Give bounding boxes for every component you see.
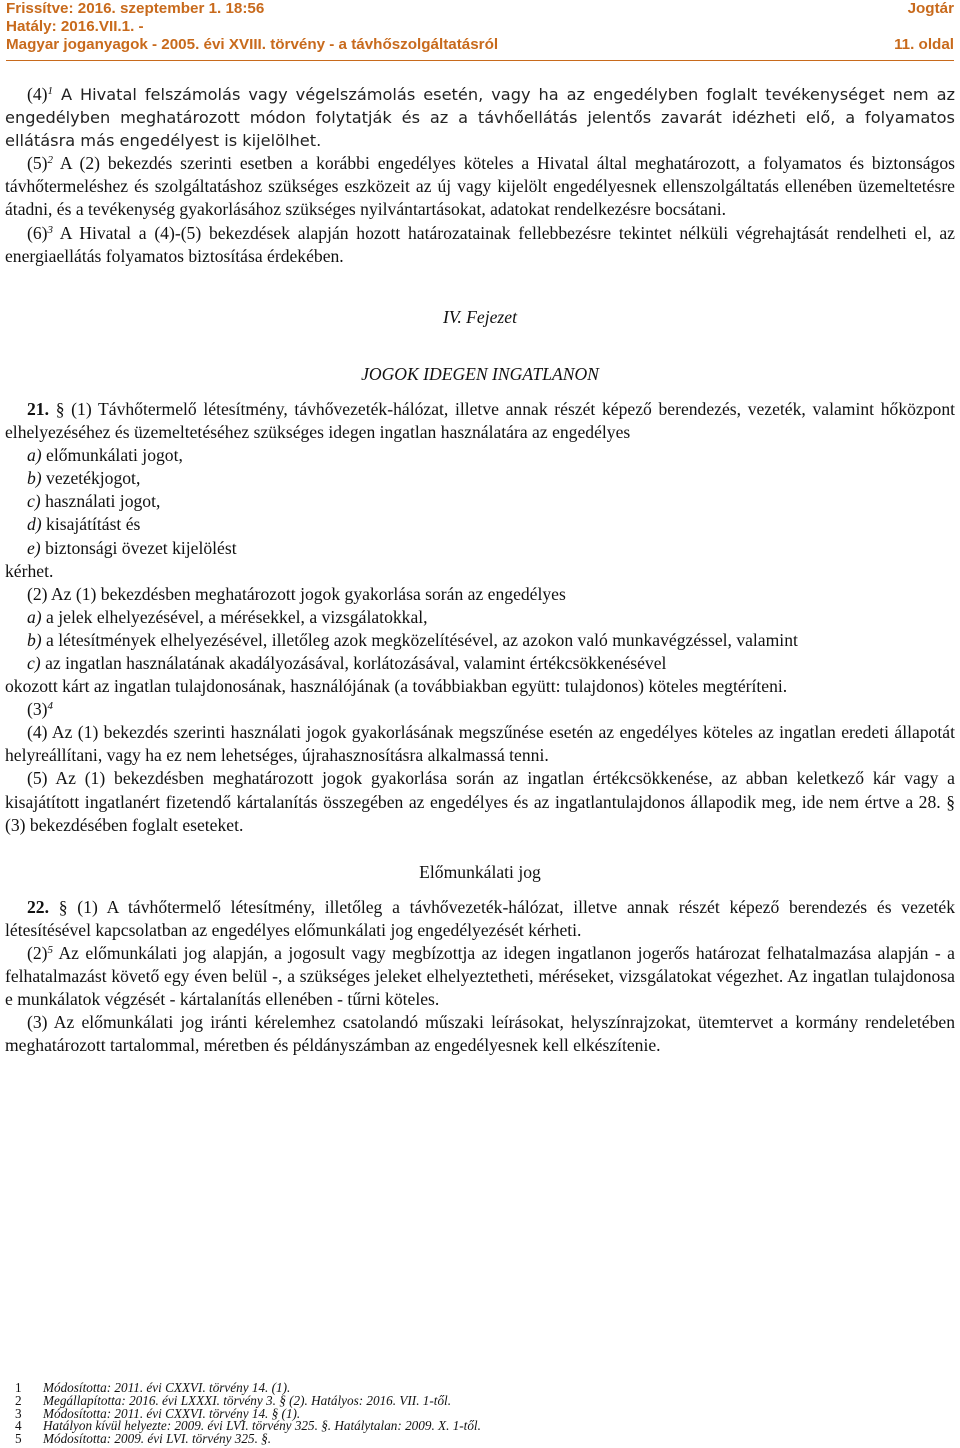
section-21-paragraph-2: (2) Az (1) bekezdésben meghatározott jogok gyakorlása során az engedélyes: [27, 583, 566, 604]
paragraph-text: A Hivatal felszámolás vagy végelszámolás esetén, vagy ha az engedélyben foglalt tevékenységet nem az engedélyben meghatározott módon folytatják és az a távhőellátás jelentős zavarát idézheti elő, a folyamatos ellátásra más engedélyest is kijelölhet.: [5, 85, 955, 151]
footnote: 2 Megállapította: 2016. évi LXXXI. törvény 3. § (2). Hatályos: 2016. VII. 1-től.: [15, 1392, 451, 1408]
list-item: a) előmunkálati jogot,: [27, 445, 183, 466]
paragraph-text: (1) Távhőtermelő létesítmény, távhővezeték-hálózat, illetve annak részét képező berendezés, vezeték, valamint hőközpont elhelyezéséhez és üzemeltetéséhez szükséges idegen ingatlan használatára az engedélyes: [5, 398, 956, 443]
header-updated: Frissítve: 2016. szeptember 1. 18:56: [6, 0, 265, 17]
footnote-ref-4[interactable]: 4: [47, 700, 54, 713]
paragraph-4: [5, 83, 955, 152]
list-item: c) az ingatlan használatának akadályozásával, korlátozásával, valamint értékcsökkenésével: [27, 652, 667, 673]
list-closing: kérhet.: [5, 560, 54, 581]
footnote-ref-2[interactable]: 2: [47, 154, 54, 167]
header-effective: Hatály: 2016.VII.1. -: [6, 18, 144, 35]
paragraph-number: (5): [27, 153, 48, 174]
footnote-ref-5[interactable]: 5: [47, 944, 54, 956]
chapter-number: IV. Fejezet: [443, 306, 517, 327]
footnote: 4 Hatályon kívül helyezte: 2009. évi LVI. törvény 325. §. Hatálytalan: 2009. X. 1-től.: [15, 1418, 481, 1434]
paragraph-number: (4): [27, 84, 48, 104]
paragraph-text: A Hivatal a (4)-(5) bekezdések alapján hozott határozatainak fellebbezésre tekintet nélküli végrehajtását rendelheti el, az energiaellátás folyamatos biztosítása érdekében.: [5, 222, 955, 266]
footnote-ref-1[interactable]: 1: [47, 85, 54, 97]
footnote: 3 Módosította: 2011. évi CXXVI. törvény 14. § (1).: [15, 1405, 301, 1421]
chapter-title: JOGOK IDEGEN INGATLANON: [361, 363, 599, 384]
section-sign: §: [55, 398, 65, 419]
document-body: [5, 83, 955, 1057]
header-law-title: Magyar joganyagok - 2005. évi XVIII. törvény - a távhőszolgáltatásról: [6, 36, 499, 53]
footnotes: [5, 1382, 955, 1446]
section-sign: §: [58, 896, 68, 917]
header-divider: [6, 60, 954, 61]
paragraph-6: [5, 222, 955, 268]
section-22-paragraph-3: (3) Az előmunkálati jog iránti kérelemhez csatolandó műszaki leírásokat, helyszínrajzokat, ütemtervet a kormány rendeletében meghatározott tartalommal, méretben és példányszámban az engedélyesnek kell elkészítenie.: [5, 1012, 955, 1056]
section-21-paragraph-1: [5, 398, 955, 444]
subtitle: Előmunkálati jog: [419, 861, 541, 882]
paragraph-text: A (2) bekezdés szerinti esetben a korábbi engedélyes köteles a Hivatal által meghatározott, a folyamatos és biztonságos távhőtermeléshez és szolgáltatáshoz szükséges eszközeit az új vagy kijelölt engedélyesnek ellenszolgáltatás ellenében üzemeltetésre átadni, és a tevékenység gyakorlásához szükséges nyilvántartásokat, adatokat rendelkezésre bocsátani.: [5, 153, 955, 220]
list-item: a) a jelek elhelyezésével, a mérésekkel, a vizsgálatokkal,: [27, 606, 428, 627]
header-brand: Jogtár: [907, 0, 954, 17]
header-page-number: 11. oldal: [894, 36, 954, 53]
paragraph-number: (6): [27, 222, 48, 243]
footnote: 5 Módosította: 2009. évi LVI. törvény 325. §.: [15, 1431, 272, 1447]
paragraph-5: [5, 152, 955, 221]
section-22-paragraph-1: [5, 896, 955, 942]
list-closing: okozott kárt az ingatlan tulajdonosának, használójának (a továbbiakban együtt: tulajdonos) köteles megtéríteni.: [5, 676, 788, 697]
list-item: e) biztonsági övezet kijelölést: [27, 537, 237, 558]
section-number: 21.: [27, 398, 49, 419]
list-item: b) vezetékjogot,: [27, 468, 141, 489]
page-header: [6, 0, 954, 54]
section-21-paragraph-4: (4) Az (1) bekezdés szerinti használati jogok gyakorlásának megszűnése esetén az engedélyes köteles az ingatlan eredeti állapotát helyreállítani, vagy ha ez nem lehetséges, újrahasznosításra alkalmassá tenni.: [5, 722, 955, 766]
footnote: 1 Módosította: 2011. évi CXXVI. törvény 14. (1).: [15, 1380, 291, 1395]
list-item: b) a létesítmények elhelyezésével, illetőleg azok megközelítésével, az azokon való munkavégzéssel, valamint: [27, 629, 798, 650]
footnote-ref-3[interactable]: 3: [47, 223, 54, 236]
section-21-paragraph-3: $(3)^4$: [27, 699, 54, 720]
paragraph-text: (1) A távhőtermelő létesítmény, illetőleg a távhővezeték-hálózat, illetve annak részét képező berendezés és vezeték létesítésével kapcsolatban az engedélyes előmunkálati jog engedélyezését kérheti.: [5, 896, 956, 940]
section-21-paragraph-5: (5) Az (1) bekezdésben meghatározott jogok gyakorlása során az ingatlan értékcsökkenése, az abban keletkező kár vagy a kisajátított ingatlanért fizetendő kártalanítás összegében az engedélyes és az ingatlantulajdonos állapodik meg, ide nem értve a 28. § (3) bekezdésében foglalt eseteket.: [5, 768, 955, 835]
section-number: 22.: [27, 896, 49, 917]
list-item: d) kisajátítást és: [27, 514, 141, 535]
section-22-paragraph-2: $(2)^5$ Az előmunkálati jog alapján, a jogosult vagy megbízottja az idegen ingatlanon jogerős határozat felhatalmazása alapján - a felhatalmazást követő egy éven belül -, a szükséges jeleket elhelyeztetheti, méréseket, vizsgálatokat végezhet. Az ingatlan tulajdonosa e munkálatok végzését - kártalanítás ellenében - tűrni köteles.: [5, 943, 955, 1010]
list-item: c) használati jogot,: [27, 491, 161, 512]
